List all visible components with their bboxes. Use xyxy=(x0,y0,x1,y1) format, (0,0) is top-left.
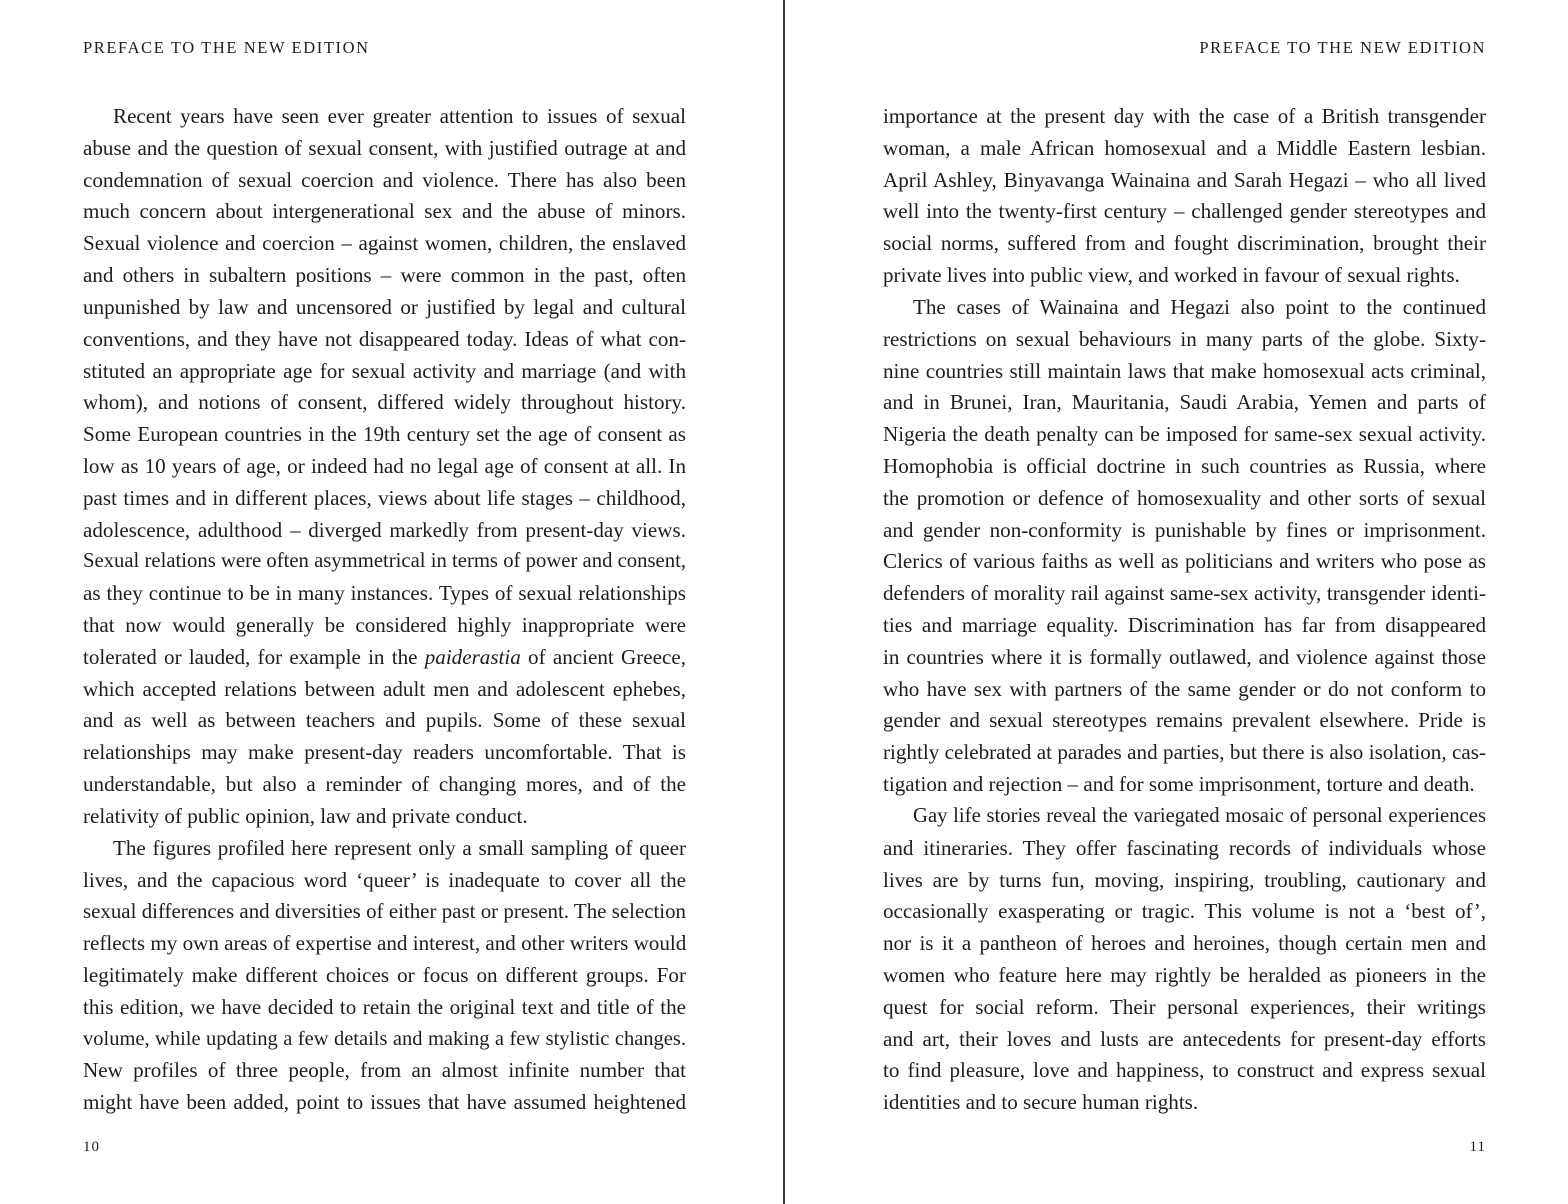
text-segment: tolerated or lauded, for example in the xyxy=(83,644,418,669)
text-line: which accepted relations between adult men and adolescent ephebes, xyxy=(83,676,686,701)
text-line: nine countries still maintain laws that make homosexual acts criminal, xyxy=(883,358,1486,383)
text-line: stituted an appropriate age for sexual activity and marriage (and with xyxy=(83,358,686,383)
text-line: might have been added, point to issues that have assumed heightened xyxy=(83,1090,686,1115)
text-line: that now would generally be considered highly inappropriate were xyxy=(83,613,686,637)
text-segment: of ancient Greece, xyxy=(520,644,686,669)
text-line: woman, a male African homosexual and a Middle Eastern lesbian. xyxy=(883,135,1486,160)
body-text xyxy=(83,101,686,1119)
text-line: lives are by turns fun, moving, inspiring, troubling, cautionary and xyxy=(883,867,1486,892)
text-line: Gay life stories reveal the variegated mosaic of personal experiences xyxy=(913,804,1486,827)
text-line: to find pleasure, love and happiness, to construct and express sexual xyxy=(883,1058,1486,1083)
text-line: the promotion or defence of homosexuality and other sorts of sexual xyxy=(883,485,1486,510)
text-line: and in Brunei, Iran, Mauritania, Saudi Arabia, Yemen and parts of xyxy=(883,390,1486,415)
text-line: Sexual relations were often asymmetrical in terms of power and consent, xyxy=(83,550,686,573)
text-line: who have sex with partners of the same gender or do not conform to xyxy=(883,676,1486,701)
text-line: gender and sexual stereotypes remains prevalent elsewhere. Pride is xyxy=(883,708,1486,733)
text-line: defenders of morality rail against same-sex activity, transgender identi- xyxy=(883,581,1486,606)
text-line: Recent years have seen ever greater attention to issues of sexual xyxy=(113,104,686,128)
text-line: ties and marriage equality. Discrimination has far from disappeared xyxy=(883,613,1486,637)
text-line: unpunished by law and uncensored or justified by legal and cultural xyxy=(83,294,686,319)
text-line: women who feature here may rightly be heralded as pioneers in the xyxy=(883,962,1486,987)
text-line: Clerics of various faiths as well as politicians and writers who pose as xyxy=(883,549,1486,574)
text-line: this edition, we have decided to retain the original text and title of the xyxy=(83,994,686,1019)
text-line: importance at the present day with the case of a British transgender xyxy=(883,104,1486,128)
text-line: sexual differences and diversities of either past or present. The selection xyxy=(83,899,686,924)
text-line: condemnation of sexual coercion and violence. There has also been xyxy=(83,167,686,192)
right-page xyxy=(883,0,1486,1204)
text-line: quest for social reform. Their personal experiences, their writings xyxy=(883,994,1486,1019)
text-line: private lives into public view, and worked in favour of sexual rights. xyxy=(883,263,1460,288)
text-line: low as 10 years of age, or indeed had no legal age of consent at all. In xyxy=(83,453,686,478)
text-line: in countries where it is formally outlawed, and violence against those xyxy=(883,644,1486,669)
text-line: and as well as between teachers and pupils. Some of these sexual xyxy=(83,708,686,733)
text-line: past times and in different places, views about life stages – childhood, xyxy=(83,485,686,510)
text-line: abuse and the question of sexual consent, with justified outrage at and xyxy=(83,135,686,160)
text-line: and gender non-conformity is punishable by fines or imprisonment. xyxy=(883,517,1486,542)
text-line: whom), and notions of consent, differed widely throughout history. xyxy=(83,390,686,415)
text-line: understandable, but also a reminder of changing mores, and of the xyxy=(83,772,686,797)
text-line-with-italic xyxy=(83,642,686,674)
text-line: volume, while updating a few details and making a few stylistic changes. xyxy=(83,1027,686,1050)
body-text xyxy=(883,101,1486,1119)
text-line: identities and to secure human rights. xyxy=(883,1090,1199,1115)
text-line: and others in subaltern positions – were common in the past, often xyxy=(83,263,686,288)
text-line: restrictions on sexual behaviours in many parts of the globe. Sixty- xyxy=(883,326,1486,351)
text-line: reflects my own areas of expertise and interest, and other writers would xyxy=(83,931,687,956)
running-head: PREFACE TO THE NEW EDITION xyxy=(1199,38,1486,57)
page-number: 11 xyxy=(1469,1139,1486,1155)
text-line: Some European countries in the 19th century set the age of consent as xyxy=(83,422,686,447)
text-line: and itineraries. They offer fascinating records of individuals whose xyxy=(883,835,1486,860)
text-line: occasionally exasperating or tragic. This volume is not a ‘best of’, xyxy=(883,899,1486,924)
page-number: 10 xyxy=(83,1139,100,1155)
text-line: rightly celebrated at parades and parties, but there is also isolation, cas- xyxy=(883,740,1486,765)
text-line: conventions, and they have not disappeared today. Ideas of what con- xyxy=(83,326,686,351)
text-line: Nigeria the death penalty can be imposed for same-sex sexual activity. xyxy=(883,422,1486,447)
text-line: as they continue to be in many instances. Types of sexual relationships xyxy=(83,581,686,606)
text-line: Sexual violence and coercion – against women, children, the enslaved xyxy=(83,231,686,256)
text-line: social norms, suffered from and fought discrimination, brought their xyxy=(883,231,1486,256)
text-line: nor is it a pantheon of heroes and heroines, though certain men and xyxy=(883,931,1486,956)
running-head: PREFACE TO THE NEW EDITION xyxy=(83,38,370,57)
left-page xyxy=(83,0,686,1204)
text-line: The cases of Wainaina and Hegazi also point to the continued xyxy=(913,294,1486,319)
text-line: April Ashley, Binyavanga Wainaina and Sarah Hegazi – who all lived xyxy=(883,167,1486,192)
text-line: lives, and the capacious word ‘queer’ is inadequate to cover all the xyxy=(83,867,686,892)
text-line: New profiles of three people, from an almost infinite number that xyxy=(83,1058,686,1083)
text-line: adolescence, adulthood – diverged markedly from present-day views. xyxy=(83,517,686,542)
text-line: Homophobia is official doctrine in such countries as Russia, where xyxy=(883,453,1486,478)
text-line: legitimately make different choices or focus on different groups. For xyxy=(83,962,686,987)
text-line: relativity of public opinion, law and private conduct. xyxy=(83,803,528,828)
spine-divider xyxy=(783,0,785,1204)
text-line: tigation and rejection – and for some imprisonment, torture and death. xyxy=(883,772,1475,797)
italic-term: paiderastia xyxy=(424,644,521,669)
text-line: The figures profiled here represent only a small sampling of queer xyxy=(113,835,686,860)
text-line: relationships may make present-day readers uncomfortable. That is xyxy=(83,740,686,765)
text-line: much concern about intergenerational sex and the abuse of minors. xyxy=(83,199,686,224)
text-line: well into the twenty-first century – challenged gender stereotypes and xyxy=(883,199,1486,224)
text-line: and art, their loves and lusts are antecedents for present-day efforts xyxy=(883,1026,1486,1051)
